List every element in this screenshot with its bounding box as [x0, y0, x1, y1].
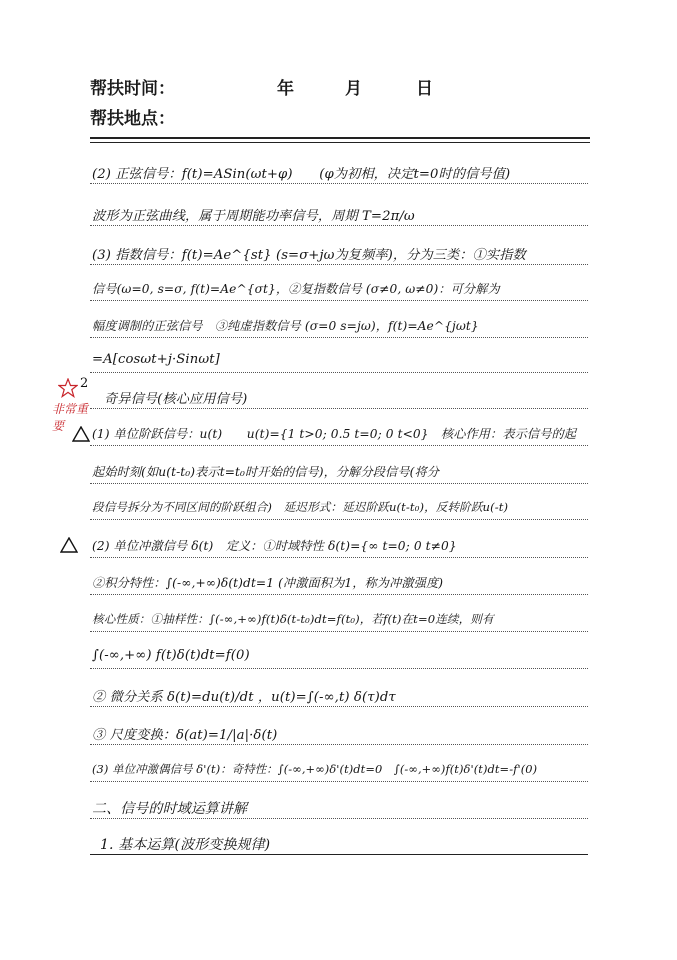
ruled-line — [90, 519, 588, 520]
note-line-6: =A[cosωt+j·Sinωt] — [92, 352, 220, 367]
month-label: 月 — [345, 79, 362, 99]
ruled-line-final — [90, 854, 588, 855]
ruled-line — [90, 781, 588, 782]
note-line-19: 1. 基本运算(波形变换规律) — [100, 837, 271, 853]
header-rule-bottom — [90, 142, 590, 143]
note-line-10: 段信号拆分为不同区间的阶跃组合) 延迟形式：延迟阶跃u(t-t₀)，反转阶跃u(-t) — [92, 500, 509, 514]
note-line-2: 波形为正弦曲线，属于周期能功率信号，周期 T=2π/ω — [92, 209, 415, 224]
note-line-12: ②积分特性：∫(-∞,+∞)δ(t)dt=1 (冲激面积为1，称为冲激强度) — [92, 576, 444, 590]
triangle-marker-icon — [60, 537, 78, 553]
header-rule-top — [90, 137, 590, 139]
ruled-line — [90, 744, 588, 745]
ruled-line — [90, 706, 588, 707]
ruled-line — [90, 264, 588, 265]
note-line-16: ③ 尺度变换：δ(at)=1/|a|·δ(t) — [92, 728, 278, 743]
note-line-8: (1) 单位阶跃信号：u(t) u(t)={1 t>0; 0.5 t=0; 0 t<0} 核心作用：表示信号的起 — [92, 427, 577, 441]
note-line-5: 幅度调制的正弦信号 ③纯虚指数信号 (σ=0 s=jω)，f(t)=Ae^{jωt} — [92, 319, 479, 333]
note-line-11: (2) 单位冲激信号 δ(t) 定义：①时域特性 δ(t)={∞ t=0; 0 t≠0} — [92, 539, 457, 553]
time-label: 帮扶时间： — [90, 79, 175, 99]
note-line-15: ② 微分关系 δ(t)=du(t)/dt ，u(t)=∫(-∞,t) δ(τ)dτ — [92, 690, 396, 705]
note-line-1: (2) 正弦信号：f(t)=ASin(ωt+φ) (φ为初相，决定t=0时的信号值) — [92, 167, 511, 182]
ruled-line — [90, 225, 588, 226]
ruled-line — [90, 183, 588, 184]
note-line-3: (3) 指数信号：f(t)=Ae^{st} (s=σ+jω为复频率)，分为三类：①实指数 — [92, 248, 526, 263]
ruled-line — [90, 818, 588, 819]
margin-importance-note — [52, 376, 98, 433]
ruled-line — [90, 372, 588, 373]
ruled-line — [90, 483, 588, 484]
note-line-17: (3) 单位冲激偶信号 δ'(t)：奇特性：∫(-∞,+∞)δ'(t)dt=0 ∫(-∞,+∞)f(t)δ'(t)dt=-f'(0) — [92, 762, 538, 776]
place-label: 帮扶地点： — [90, 109, 175, 129]
ruled-line — [90, 300, 588, 301]
ruled-line — [90, 631, 588, 632]
star-icon — [58, 378, 78, 398]
note-line-4: 信号(ω=0, s=σ, f(t)=Ae^{σt}，②复指数信号 (σ≠0, ω≠0)：可分解为 — [92, 282, 500, 296]
day-label: 日 — [416, 79, 433, 99]
ruled-line — [90, 557, 588, 558]
note-line-13: 核心性质：①抽样性：∫(-∞,+∞)f(t)δ(t-t₀)dt=f(t₀)，若f(t)在t=0连续，则有 — [92, 612, 494, 626]
note-line-7: 奇异信号(核心应用信号) — [104, 392, 248, 407]
note-line-14: ∫(-∞,+∞) f(t)δ(t)dt=f(0) — [92, 648, 250, 663]
ruled-line — [90, 668, 588, 669]
note-line-18: 二、信号的时域运算讲解 — [92, 801, 248, 817]
ruled-line — [90, 445, 588, 446]
note-line-9: 起始时刻(如u(t-t₀)表示t=t₀时开始的信号)，分解分段信号(将分 — [92, 465, 440, 479]
ruled-line — [90, 408, 588, 409]
year-label: 年 — [277, 79, 294, 99]
ruled-line — [90, 594, 588, 595]
margin-note-text: 非常重要 — [52, 402, 89, 433]
ruled-line — [90, 337, 588, 338]
margin-number: 2 — [80, 376, 89, 391]
